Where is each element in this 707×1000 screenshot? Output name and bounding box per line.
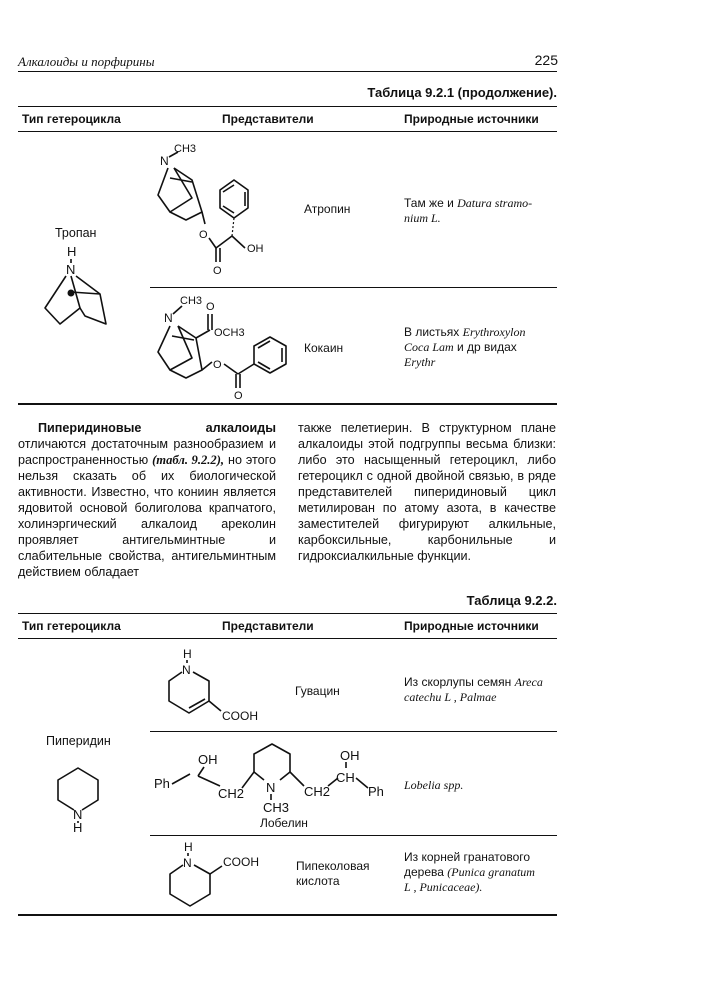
lobeline-ph2-label: Ph [368,784,384,799]
cocaine-structure [150,292,300,400]
lobeline-oh2-label: OH [340,748,360,763]
running-title: Алкалоиды и порфирины [18,54,155,69]
lobeline-ch2a-label: CH2 [218,786,245,801]
table1-bottom-rule [18,403,557,405]
guvacine-cooh-label: COOH [222,709,258,723]
cocaine-source-plain-2: и др видах [453,340,517,354]
table2-col-heterocycle: Тип гетероцикла [22,619,121,633]
pipecolic-n-label: N [183,856,192,870]
table1-top-rule [18,106,557,107]
cocaine-source-plain-1: В листьях [404,325,463,339]
lobeline-name: Лобелин [260,816,308,830]
cocaine-name: Кокаин [304,341,344,355]
lobeline-ph1-label: Ph [154,776,170,791]
header-rule [18,71,557,72]
body-right-text: также пелетиерин. В структурном плане алкалоиды этой подгруппы весьма близки: либо это насыщенный гетероцикл, либо гетероцикл с одной двойной связью, в ряде представителей пиперидиновый цикл метилирован по атому азота, в качестве заместителей фигурируют алкильные, карбоксильные, карбонильные и гидроксиалкильные функции. [298,421,556,563]
atropine-name: Атропин [304,202,351,216]
cocaine-o3-label: O [234,390,243,402]
cocaine-source [404,325,556,370]
cocaine-source-species: Coca Lam [404,340,454,354]
pipecolic-source-family: L , Punicaceae). [404,880,483,894]
cocaine-ch3-label: CH3 [180,295,203,307]
page-number: 225 [534,52,558,68]
guvacine-source-species: catechu L , Palmae [404,690,497,704]
piperidine-structure [52,752,112,835]
atropine-structure [150,140,290,280]
lobeline-source: Lobelia spp. [404,778,464,792]
pipecolic-acid-structure [158,838,268,910]
body-right-column [298,420,556,564]
cocaine-n-label: N [164,311,173,325]
pipecolic-cooh-label: COOH [223,855,259,869]
table2-top-rule [18,613,557,614]
table1-col-representatives: Представители [222,112,314,126]
lobeline-structure [150,740,390,820]
body-left-column [18,420,276,580]
table2-row-divider-2 [150,835,557,836]
guvacine-source-plain: Из скорлупы семян [404,675,515,689]
tropane-h-label: H [67,244,77,259]
cocaine-o2-label: O [213,359,222,371]
lobeline-ch2b-label: CH2 [304,784,331,799]
table2-row-divider-1 [150,731,557,732]
atropine-o-label: O [199,229,208,241]
guvacine-source [404,675,558,705]
body-left-text-1: отличаются достаточным разнообразием и распространенностью [18,437,276,467]
lobeline-ch-label: CH [336,770,355,785]
table1-caption: Таблица 9.2.1 (продолжение). [367,85,557,100]
atropine-n-label: N [160,154,169,168]
lobeline-ch3-label: CH3 [263,800,290,815]
table2-header-rule [18,638,557,639]
atropine-source-species: Datura stramo-nium L. [404,196,533,225]
cocaine-source-genus: Erythroxylon [462,325,526,339]
atropine-source [404,196,556,226]
lobeline-n-label: N [266,780,276,795]
body-left-text-2: но этого нельзя сказать об их биологической активности. Известно, что кониин является ядовитой основой болиголова крапчатого, холинэргический алкалоид ареколин проявляет антигельминтные и слабительные свойства, антигельминтным действием обладает [18,453,277,579]
table2-heterocycle: Пиперидин [46,734,111,748]
atropine-source-plain: Там же и [404,196,458,210]
pipecolic-name-line1: Пипеколовая [296,859,370,873]
guvacine-name: Гувацин [295,684,340,698]
piperidine-n-label: N [73,807,83,822]
table1-heterocycle: Тропан [55,226,97,240]
pipecolic-source-line1: Из корней гранатового [404,850,531,864]
table2-col-representatives: Представители [222,619,314,633]
table1-header-rule [18,131,557,132]
atropine-ch3-label: CH3 [174,143,197,155]
pipecolic-h-label: H [184,840,193,854]
guvacine-n-label: N [182,663,191,677]
tropane-structure [40,242,120,334]
atropine-oh-label: OH [247,243,264,255]
table1-col-heterocycle: Тип гетероцикла [22,112,121,126]
guvacine-h-label: H [183,647,192,661]
lobeline-oh1-label: OH [198,752,218,767]
guvacine-structure [155,645,275,725]
guvacine-source-genus: Areca [514,675,543,689]
piperidine-h-label: H [73,820,83,835]
tropane-n-label: N [66,262,76,277]
table1-row-divider [150,287,557,288]
body-bold-lead: Пиперидиновые алкалоиды [38,421,276,435]
cocaine-och3-label: OCH3 [214,327,245,339]
table2-col-sources: Природные источники [404,619,539,633]
table2-bottom-rule [18,914,557,916]
pipecolic-acid-source [404,850,558,895]
cocaine-o-label: O [206,301,215,313]
table1-col-sources: Природные источники [404,112,539,126]
pipecolic-acid-name [296,859,370,889]
cocaine-source-erythr: Erythr [404,355,436,369]
pipecolic-name-line2: кислота [296,874,340,888]
atropine-o2-label: O [213,265,222,277]
body-table-ref: (табл. 9.2.2), [152,453,225,467]
pipecolic-source-plain: дерева [404,865,448,879]
pipecolic-source-species: (Punica granatum [447,865,535,879]
table2-caption: Таблица 9.2.2. [466,593,557,608]
